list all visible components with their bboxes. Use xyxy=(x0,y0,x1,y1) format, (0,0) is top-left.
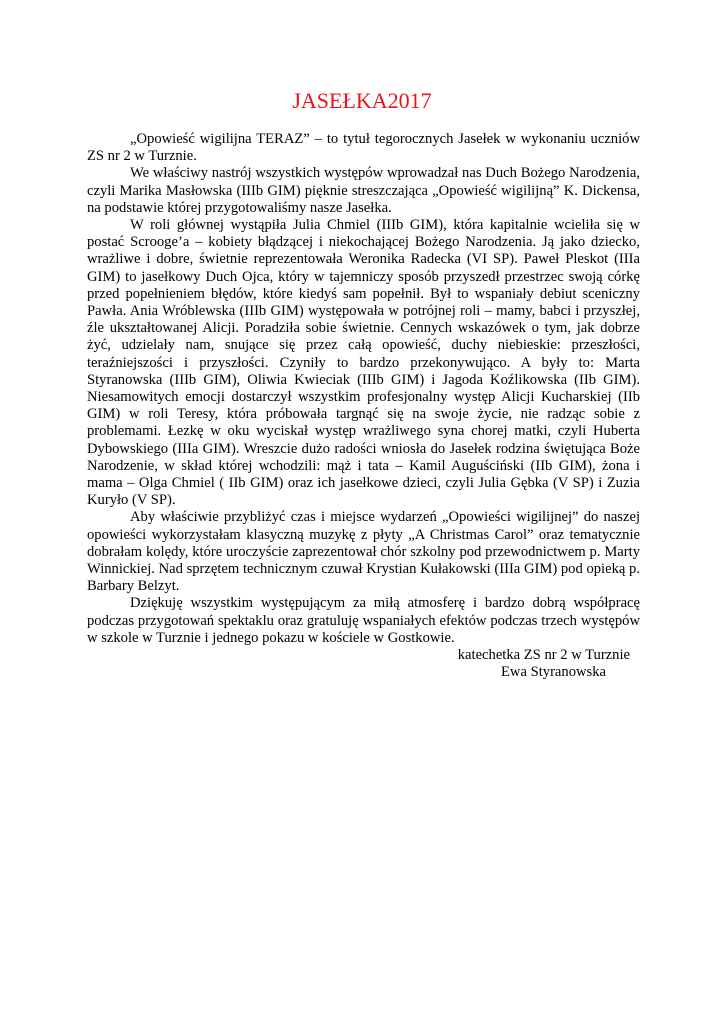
paragraph-music: Aby właściwie przybliżyć czas i miejsce wydarzeń „Opowieści wigilijnej” do naszej opowieści wykorzystałam klasyczną muzykę z płyty „A Christmas Carol” oraz tematycznie dobrałam kolędy, które uroczyście zaprezentował chór szkolny pod przewodnictwem p. Marty Winnickiej. Nad sprzętem technicznym czuwał Krystian Kułakowski (IIIa GIM) pod opieką p. Barbary Belzyt. xyxy=(87,509,640,595)
signature-role: katechetka ZS nr 2 w Turznie xyxy=(457,647,630,664)
paragraph-cast: W roli głównej wystąpiła Julia Chmiel (IIIb GIM), która kapitalnie wcieliła się w postać Scrooge’a – kobiety błądzącej i niekochającej Bożego Narodzenia. Ją jako dziecko, wrażliwe i dobre, świetnie reprezentowała Weronika Radecka (VI SP). Paweł Pleskot (IIIa GIM) to jasełkowy Duch Ojca, który w tajemniczy sposób przyszedł przestrzec swoją córkę przed popełnieniem błędów, które kiedyś sam popełnił. Był to wspaniały debiut sceniczny Pawła. Ania Wróblewska (IIIb GIM) występowała w potrójnej roli – mamy, babci i przyszłej, źle ukształtowanej Alicji. Poradziła sobie świetnie. Cennych wskazówek o tym, jak dobrze żyć, udzielały nam, snujące się przez całą opowieść, duchy niebieskie: przeszłości, teraźniejszości i przyszłości. Czyniły to bardzo przekonywująco. A były to: Marta Styranowska (IIIb GIM), Oliwia Kwieciak (IIIb GIM) i Jagoda Koźlikowska (IIb GIM). Niesamowitych emocji dostarczył wszystkim profesjonalny występ Alicji Kucharskiej (IIb GIM) w roli Teresy, która próbowała targnąć się na swoje życie, nie radząc sobie z problemami. Łezkę w oku wyciskał występ wrażliwego syna chorej matki, czyli Huberta Dybowskiego (IIIa GIM). Wreszcie dużo radości wniosła do Jasełek rodzina świętująca Boże Narodzenie, w skład której wchodzili: mąż i tata – Kamil Auguściński (IIb GIM), żona i mama – Olga Chmiel ( IIb GIM) oraz ich jasełkowe dzieci, czyli Julia Gębka (V SP) i Zuzia Kuryło (V SP). xyxy=(87,217,640,509)
document-title: JASEŁKA2017 xyxy=(292,88,432,113)
document-body xyxy=(87,131,640,682)
paragraph-mood: We właściwy nastrój wszystkich występów wprowadzał nas Duch Bożego Narodzenia, czyli Marika Masłowska (IIIb GIM) pięknie streszczająca „Opowieść wigilijną” K. Dickensa, na podstawie której przygotowaliśmy nasze Jasełka. xyxy=(87,165,640,216)
paragraph-intro: „Opowieść wigilijna TERAZ” – to tytuł tegorocznych Jasełek w wykonaniu uczniów ZS nr 2 w Turznie. xyxy=(87,131,640,165)
signature-name: Ewa Styranowska xyxy=(501,664,606,681)
signature-block xyxy=(87,647,640,681)
paragraph-thanks: Dziękuję wszystkim występującym za miłą atmosferę i bardzo dobrą współpracę podczas przygotowań spektaklu oraz gratuluję wspaniałych efektów podczas trzech występów w szkole w Turznie i jednego pokazu w kościele w Gostkowie. xyxy=(87,595,640,646)
